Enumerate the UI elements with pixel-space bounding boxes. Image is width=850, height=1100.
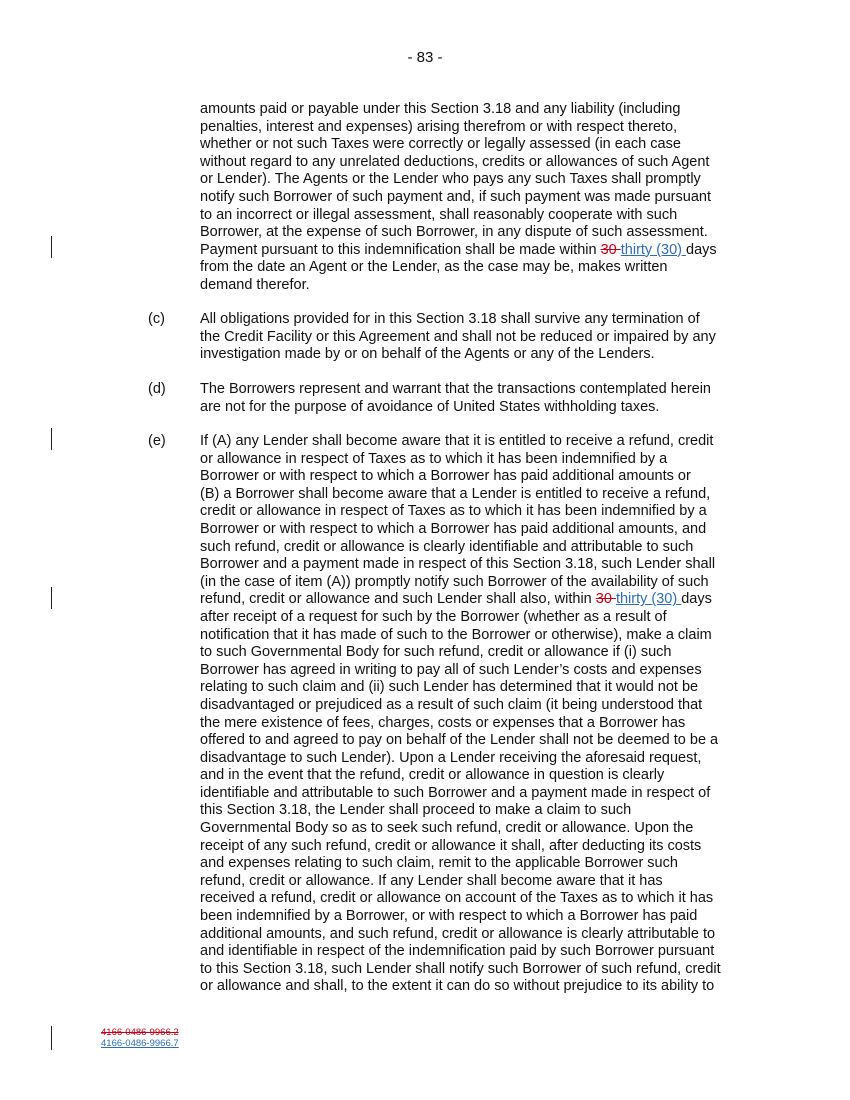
text-line: refund, credit or allowance. If any Lender shall become aware that it has [200, 872, 663, 889]
text-line: without regard to any unrelated deductions, credits or allowances of such Agent [200, 153, 710, 170]
text-line: and in the event that the refund, credit or allowance in question is clearly [200, 767, 665, 784]
text-line: whether or not such Taxes were correctly or legally assessed (in each case [200, 136, 681, 153]
new-document-id: 4166-0486-9966.7 [101, 1038, 179, 1049]
text-line: been indemnified by a Borrower, or with respect to which a Borrower has paid [200, 908, 698, 925]
text-line: All obligations provided for in this Section 3.18 shall survive any termination of [200, 311, 700, 327]
text-line: disadvantaged or prejudiced as a result of such claim (it being understood that [200, 696, 703, 713]
text-line: or Lender). The Agents or the Lender who pays any such Taxes shall promptly [200, 171, 701, 188]
para-c-label: (c) [148, 311, 165, 327]
text-line: Borrower or with respect to which a Borrower has paid additional amounts or [200, 468, 691, 485]
text-line: this Section 3.18, the Lender shall proceed to make a claim to such [200, 802, 632, 819]
para-e-label: (e) [148, 433, 166, 449]
paragraph-c [200, 311, 716, 364]
text-line: received a refund, credit or allowance on account of the Taxes as to which it has [200, 890, 714, 907]
revision-line [200, 591, 721, 609]
text-line: Borrower or with respect to which a Borrower has paid additional amounts, and [200, 520, 707, 537]
text-line: disadvantage to such Lender). Upon a Lender receiving the aforesaid request, [200, 749, 702, 766]
text-line: or allowance and shall, to the extent it can do so without prejudice to its ability to [200, 978, 715, 995]
change-bar [51, 587, 52, 609]
text-line: the mere existence of fees, charges, costs or expenses that a Borrower has [200, 714, 686, 731]
text-line: Borrower and a payment made in respect of this Section 3.18, such Lender shall [200, 556, 716, 573]
text-line: the Credit Facility or this Agreement and shall not be reduced or impaired by any [200, 328, 716, 345]
text-line: Borrower has agreed in writing to pay all of such Lender’s costs and expenses [200, 661, 702, 678]
text-line: relating to such claim and (ii) such Lender has determined that it would not be [200, 679, 699, 696]
text-line: additional amounts, and such refund, credit or allowance is clearly attributable to [200, 925, 716, 942]
change-bar [51, 236, 52, 258]
paragraph-e [200, 433, 721, 996]
text-line: identifiable and attributable to such Borrower and a payment made in respect of [200, 784, 711, 801]
change-bar [51, 1026, 52, 1050]
text-line: (B) a Borrower shall become aware that a Lender is entitled to receive a refund, [200, 485, 711, 502]
text-line: from the date an Agent or the Lender, as the case may be, makes written [200, 259, 668, 276]
page-number: - 83 - [407, 49, 443, 66]
deleted-text: 30 [600, 241, 621, 258]
text-span: days [681, 591, 712, 608]
text-line: demand therefor. [200, 276, 310, 293]
text-line: Governmental Body so as to seek such refund, credit or allowance. Upon the [200, 820, 694, 837]
revision-line [200, 242, 717, 260]
inserted-text: thirty (30) [615, 591, 682, 608]
text-line: offered to and agreed to pay on behalf of the Lender shall not be deemed to be a [200, 732, 719, 749]
text-line: and expenses relating to such claim, remit to the applicable Borrower such [200, 855, 678, 872]
text-line: The Borrowers represent and warrant that the transactions contemplated herein [200, 381, 711, 397]
text-line: to such Governmental Body for such refund, credit or allowance if (i) such [200, 644, 672, 661]
text-line: If (A) any Lender shall become aware that it is entitled to receive a refund, credit [200, 433, 714, 449]
text-line: such refund, credit or allowance is clearly identifiable and attributable to such [200, 538, 694, 555]
text-line: are not for the purpose of avoidance of United States withholding taxes. [200, 398, 660, 415]
text-line: Borrower, at the expense of such Borrower, in any dispute of such assessment. [200, 224, 708, 241]
text-line: receipt of any such refund, credit or allowance it shall, after deducting its costs [200, 837, 702, 854]
change-bar [51, 428, 52, 450]
inserted-text: thirty (30) [620, 241, 687, 258]
text-span: refund, credit or allowance and such Lender shall also, within [200, 591, 596, 608]
text-line: to an incorrect or illegal assessment, shall reasonably cooperate with such [200, 206, 678, 223]
continued-paragraph [200, 101, 717, 295]
text-span: days [686, 241, 717, 258]
text-line: credit or allowance in respect of Taxes as to which it has been indemnified by a [200, 503, 707, 520]
old-document-id: 4166-0486-9966.2 [101, 1027, 179, 1038]
text-line: or allowance in respect of Taxes as to which it has been indemnified by a [200, 450, 668, 467]
deleted-text: 30 [595, 591, 616, 608]
text-span: Payment pursuant to this indemnification shall be made within [200, 241, 601, 258]
footer-document-ids [101, 1027, 179, 1049]
text-line: investigation made by or on behalf of the Agents or any of the Lenders. [200, 346, 655, 363]
text-line: and identifiable in respect of the indemnification paid by such Borrower pursuant [200, 943, 715, 960]
text-line: (in the case of item (A)) promptly notify such Borrower of the availability of such [200, 573, 709, 590]
text-line: amounts paid or payable under this Section 3.18 and any liability (including [200, 101, 681, 117]
text-line: notification that it has made of such to the Borrower or otherwise), make a claim [200, 626, 712, 643]
paragraph-d [200, 381, 711, 416]
text-line: to this Section 3.18, such Lender shall notify such Borrower of such refund, credit [200, 960, 721, 977]
para-d-label: (d) [148, 381, 166, 397]
text-line: after receipt of a request for such by the Borrower (whether as a result of [200, 608, 667, 625]
text-line: notify such Borrower of such payment and, if such payment was made pursuant [200, 188, 711, 205]
text-line: penalties, interest and expenses) arising therefrom or with respect thereto, [200, 118, 678, 135]
